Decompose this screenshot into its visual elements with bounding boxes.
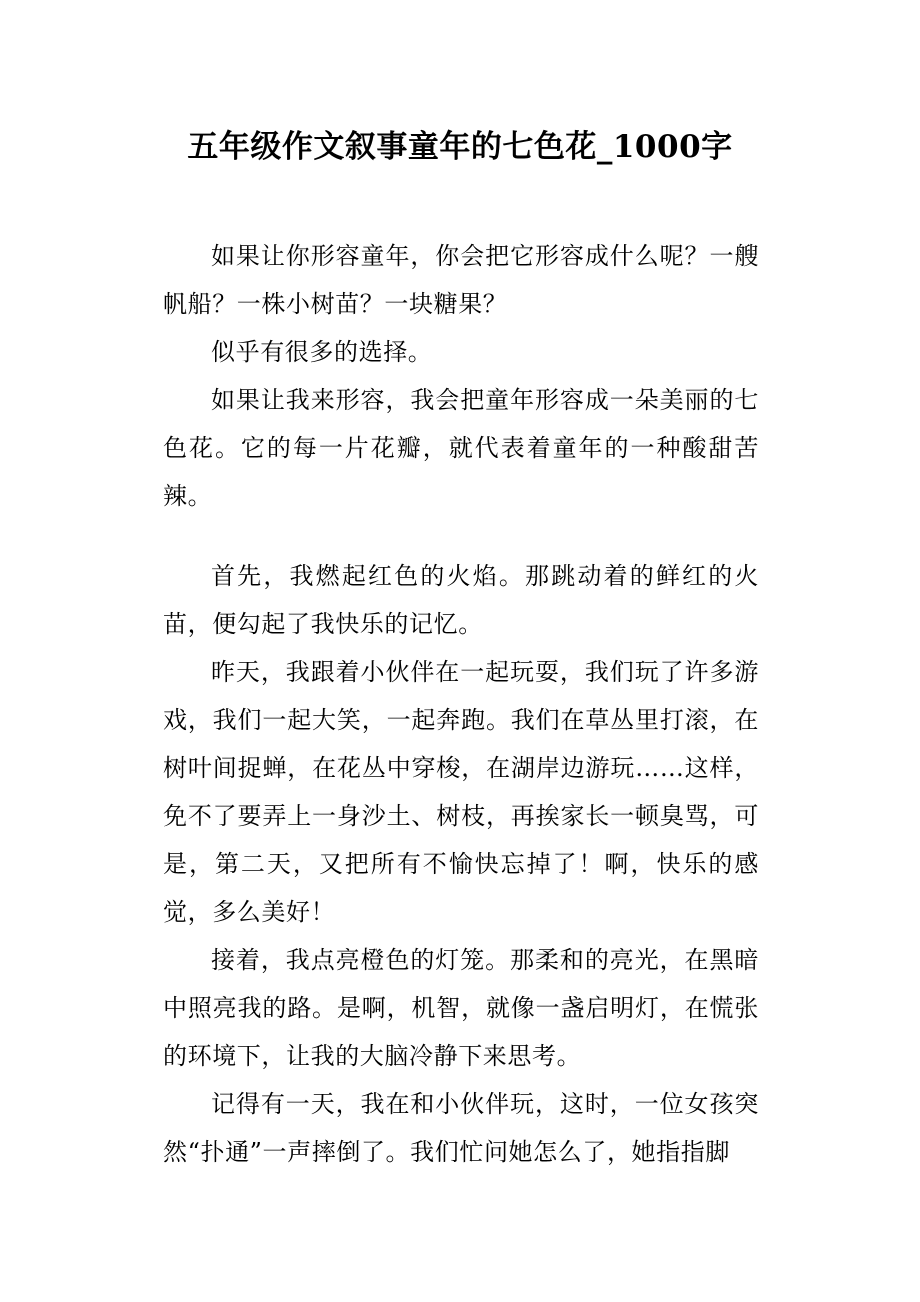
- paragraph: 似乎有很多的选择。: [211, 338, 433, 366]
- paragraph: 昨天，我跟着小伙伴在一起玩耍，我们玩了许多游戏，我们一起大笑，一起奔跑。我们在草丛里打滚，在树叶间捉蝉，在花丛中穿梭，在湖岸边游玩……这样，免不了要弄上一身沙土、树枝，再挨家长一顿臭骂，可是，第二天，又把所有不愉快忘掉了！啊，快乐的感觉，多么美好！: [163, 658, 759, 926]
- document-title: 五年级作文叙事童年的七色花_1000字: [187, 129, 733, 165]
- paragraph-spacer: [163, 520, 759, 552]
- paragraph: 如果让我来形容，我会把童年形容成一朵美丽的七色花。它的每一片花瓣，就代表着童年的一种酸甜苦辣。: [163, 386, 759, 510]
- paragraph: 如果让你形容童年，你会把它形容成什么呢？一艘帆船？一株小树苗？一块糖果？: [163, 242, 759, 318]
- paragraph: 接着，我点亮橙色的灯笼。那柔和的亮光，在黑暗中照亮我的路。是啊，机智，就像一盏启明灯，在慌张的环境下，让我的大脑冷静下来思考。: [163, 946, 759, 1070]
- paragraph: 记得有一天，我在和小伙伴玩，这时，一位女孩突然“扑通”一声摔倒了。我们忙问她怎么了，她指指脚: [163, 1090, 759, 1166]
- paragraph: 首先，我燃起红色的火焰。那跳动着的鲜红的火苗，便勾起了我快乐的记忆。: [163, 562, 759, 638]
- document-body: [163, 232, 759, 1176]
